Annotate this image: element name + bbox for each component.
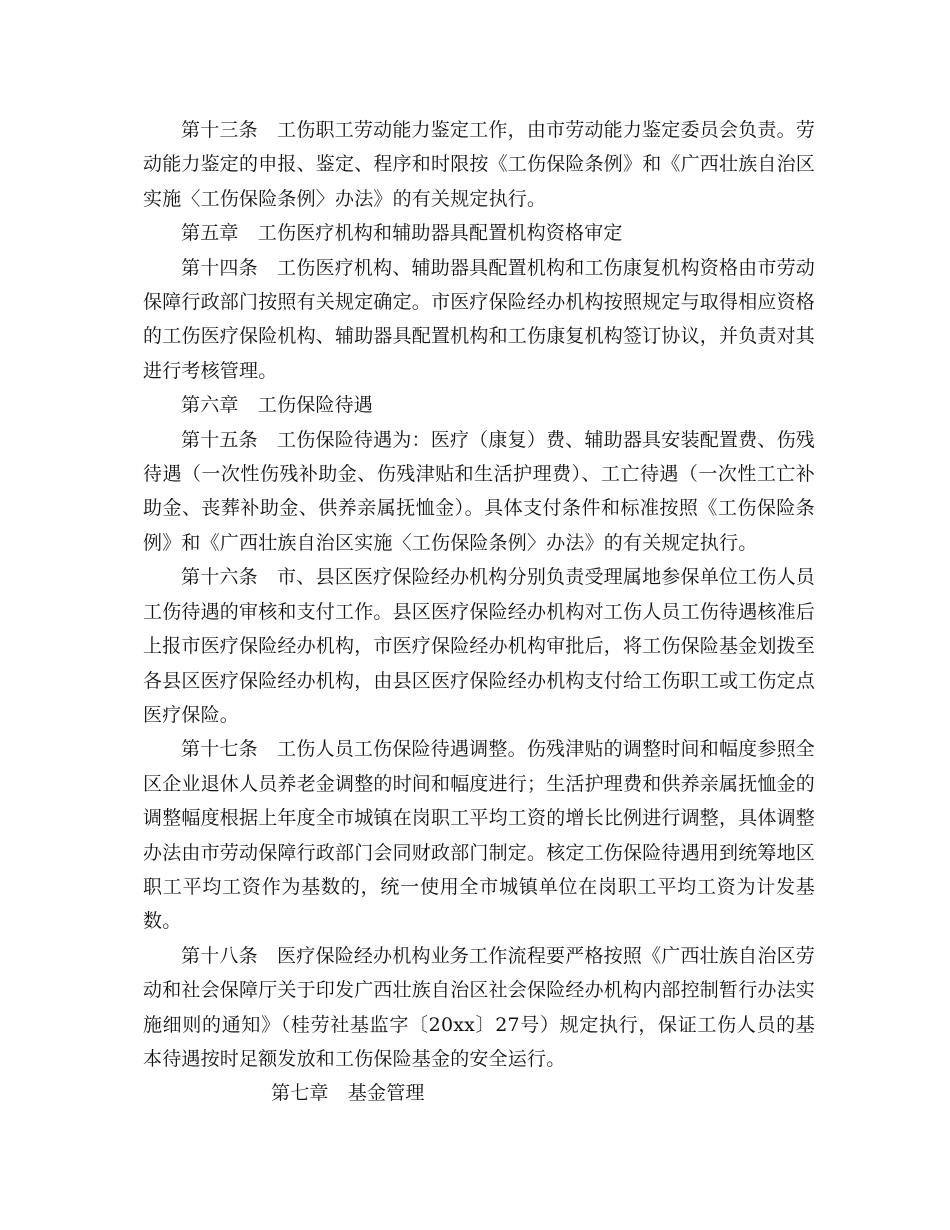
article-17: 第十七条 工伤人员工伤保险待遇调整。伤残津贴的调整时间和幅度参照全区企业退休人员养老金调整的时间和幅度进行；生活护理费和供养亲属抚恤金的调整幅度根据上年度全市城镇在岗职工平均工资的增长比例进行调整，具体调整办法由市劳动保障行政部门会同财政部门制定。核定工伤保险待遇用到统筹地区职工平均工资作为基数的，统一使用全市城镇单位在岗职工平均工资为计发基数。 [143,738,816,933]
article-16: 第十六条 市、县区医疗保险经办机构分别负责受理属地参保单位工伤人员工伤待遇的审核和支付工作。县区医疗保险经办机构对工伤人员工伤待遇核准后上报市医疗保险经办机构，市医疗保险经办机构审批后，将工伤保险基金划拨至各县区医疗保险经办机构，由县区医疗保险经办机构支付给工伤职工或工伤定点医疗保险。 [143,566,816,726]
article-15: 第十五条 工伤保险待遇为：医疗（康复）费、辅助器具安装配置费、伤残待遇（一次性伤残补助金、伤残津贴和生活护理费）、工亡待遇（一次性工亡补助金、丧葬补助金、供养亲属抚恤金）。具体支付条件和标准按照《工伤保险条例》和《广西壮族自治区实施〈工伤保险条例〉办法》的有关规定执行。 [143,428,815,554]
chapter-5-heading: 第五章 工伤医疗机构和辅助器具配置机构资格审定 [181,222,623,245]
chapter-6-heading: 第六章 工伤保险待遇 [181,394,374,417]
chapter-7-heading: 第七章 基金管理 [271,1082,425,1105]
article-14: 第十四条 工伤医疗机构、辅助器具配置机构和工伤康复机构资格由市劳动保障行政部门按照有关规定确定。市医疗保险经办机构按照规定与取得相应资格的工伤医疗保险机构、辅助器具配置机构和工伤康复机构签订协议，并负责对其进行考核管理。 [143,256,816,382]
article-13: 第十三条 工伤职工劳动能力鉴定工作，由市劳动能力鉴定委员会负责。劳动能力鉴定的申报、鉴定、程序和时限按《工伤保险条例》和《广西壮族自治区实施〈工伤保险条例〉办法》的有关规定执行。 [143,119,816,210]
document-body [143,113,815,1111]
article-18: 第十八条 医疗保险经办机构业务工作流程要严格按照《广西壮族自治区劳动和社会保障厅关于印发广西壮族自治区社会保险经办机构内部控制暂行办法实施细则的通知》（桂劳社基监字〔20xx〕27号）规定执行，保证工伤人员的基本待遇按时足额发放和工伤保险基金的安全运行。 [143,944,816,1070]
